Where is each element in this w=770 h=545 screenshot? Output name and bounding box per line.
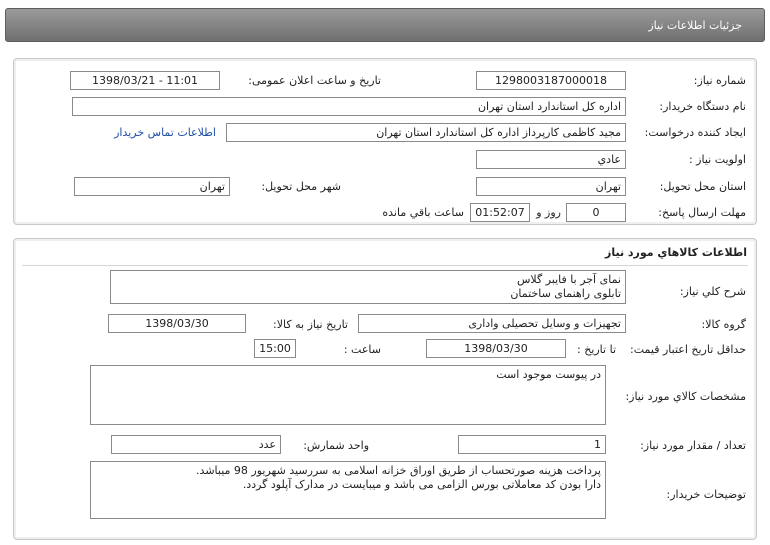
requester-label: ایجاد کننده درخواست: [644, 126, 746, 139]
city-field[interactable]: تهران [74, 177, 230, 196]
buyer-notes-line: دارا بودن کد معاملاتی بورس الزامی می باشد و میبایست در مدارک آپلود گردد. [242, 478, 601, 491]
buyer-notes-label: توضیحات خریدار: [666, 488, 746, 501]
description-label: شرح کلي نیاز: [679, 285, 746, 298]
buyer-label: نام دستگاه خریدار: [659, 100, 746, 113]
city-label: شهر محل تحویل: [261, 180, 341, 193]
quantity-label: تعداد / مقدار مورد نیاز: [640, 439, 746, 452]
page-header [5, 8, 765, 42]
need-number-field[interactable]: 1298003187000018 [476, 71, 626, 90]
need-info-panel [13, 58, 757, 225]
description-field[interactable] [110, 270, 626, 304]
specs-field[interactable]: در پیوست موجود است [90, 365, 606, 425]
need-date-label: تاریخ نیاز به کالا: [273, 318, 348, 331]
buyer-field[interactable]: اداره کل استاندارد استان تهران [72, 97, 626, 116]
buyer-contact-link[interactable]: اطلاعات تماس خریدار [114, 126, 216, 139]
buyer-notes-field[interactable] [90, 461, 606, 519]
validity-time-label: ساعت : [343, 343, 381, 356]
deadline-days-field[interactable]: 0 [566, 203, 626, 222]
need-number-label: شماره نیاز: [693, 74, 746, 87]
requester-field[interactable]: مجید کاظمی کارپرداز اداره کل استاندارد استان تهران [226, 123, 626, 142]
to-date-label: تا تاریخ : [577, 343, 616, 356]
page-title: جزئیات اطلاعات نیاز [648, 19, 742, 32]
validity-date-field[interactable]: 1398/03/30 [426, 339, 566, 358]
remaining-label: ساعت باقي مانده [382, 206, 464, 219]
announce-field[interactable]: 1398/03/21 - 11:01 [70, 71, 220, 90]
days-label: روز و [536, 206, 561, 219]
goods-panel [13, 238, 757, 540]
quantity-field[interactable]: 1 [458, 435, 606, 454]
province-label: استان محل تحویل: [659, 180, 746, 193]
unit-field[interactable]: عدد [111, 435, 281, 454]
priority-label: اولویت نیاز : [688, 153, 746, 166]
priority-field[interactable]: عادي [476, 150, 626, 169]
validity-time-field[interactable]: 15:00 [254, 339, 296, 358]
announce-label: تاریخ و ساعت اعلان عمومی: [248, 74, 381, 87]
specs-label: مشخصات کالاي مورد نیاز: [625, 390, 746, 403]
buyer-notes-line: پرداخت هزینه صورتحساب از طریق اوراق خزانه اسلامی به سررسید شهریور 98 میباشد. [196, 464, 601, 477]
goods-section-title: اطلاعات کالاهاي مورد نیاز [605, 246, 747, 259]
deadline-label: مهلت ارسال پاسخ: [658, 206, 746, 219]
province-field[interactable]: تهران [476, 177, 626, 196]
unit-label: واحد شمارش: [303, 439, 369, 452]
section-divider [22, 265, 748, 266]
goods-group-field[interactable]: تجهیزات و وسایل تحصیلی واداری [358, 314, 626, 333]
price-validity-label: حداقل تاریخ اعتبار قیمت: [630, 343, 746, 356]
need-date-field[interactable]: 1398/03/30 [108, 314, 246, 333]
deadline-time-field[interactable]: 01:52:07 [470, 203, 530, 222]
goods-group-label: گروه کالا: [701, 318, 746, 331]
description-line: نمای آجر با فایبر گلاس [517, 273, 621, 286]
description-line: تابلوی راهنمای ساختمان [510, 287, 621, 300]
